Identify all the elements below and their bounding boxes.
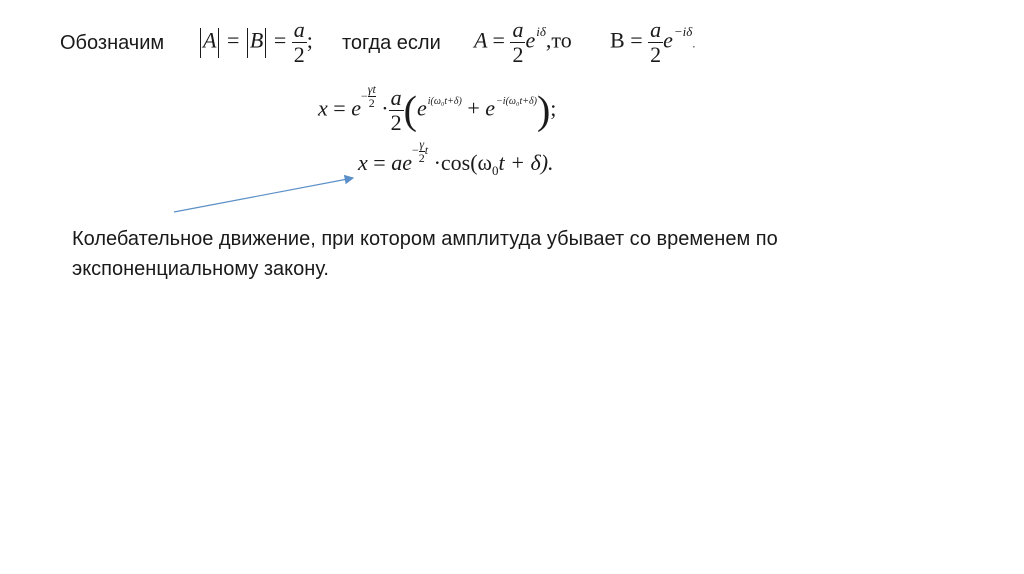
close-paren: ): [536, 87, 551, 133]
frac-num: a: [512, 17, 524, 42]
abs-a: A: [203, 27, 217, 53]
arrow-line: [174, 178, 353, 212]
exponent: iδ: [536, 23, 546, 39]
dot-operator: ·: [381, 95, 389, 121]
equals-sign: =: [333, 95, 346, 121]
frac-den: 2: [368, 96, 375, 111]
frac-den: 2: [390, 110, 402, 135]
exp-base: e: [663, 27, 673, 53]
frac-den: 2: [293, 42, 305, 67]
frac-den: 2: [650, 42, 662, 67]
frac-num: a: [650, 17, 662, 42]
exponent: −i(ω₀t+δ): [496, 95, 537, 107]
frac-num: γt: [367, 82, 376, 97]
label-oboznachim: Обозначим: [60, 32, 165, 54]
open-paren: (: [403, 87, 417, 133]
exp-base: e: [525, 27, 536, 53]
cos-text: cos(ω: [440, 150, 493, 175]
equals-sign: =: [226, 27, 240, 53]
frac-den: 2: [512, 42, 524, 67]
x-lhs: x: [358, 150, 368, 175]
frac-den: 2: [418, 150, 425, 165]
exp-minus: −: [411, 143, 419, 157]
equals-sign: =: [492, 27, 505, 53]
ae-term: ae: [391, 150, 412, 175]
caption: [72, 224, 778, 284]
exp-base: e: [416, 95, 427, 121]
connector-to: ,то: [545, 27, 572, 53]
abs-b: B: [249, 27, 264, 53]
exp-base: e: [351, 95, 361, 121]
semicolon: ;: [550, 95, 557, 121]
equals-sign: =: [273, 27, 287, 53]
text-togda-esli: тогда если: [342, 32, 441, 54]
b-lhs: B: [610, 27, 625, 53]
caption-line-1: Колебательное движение, при котором амплитуда убывает со временем по: [72, 228, 778, 250]
caption-line-2: экспоненциальному закону.: [72, 258, 329, 280]
plus-sign: +: [467, 95, 480, 121]
frac-num: a: [390, 85, 402, 110]
cos-rest: t + δ).: [498, 150, 554, 175]
x-lhs: x: [318, 95, 328, 121]
subscript-zero: 0: [492, 163, 499, 178]
exp-base: e: [485, 95, 496, 121]
equals-sign: =: [373, 150, 386, 175]
semicolon: ;: [306, 27, 313, 53]
exponent: −iδ: [673, 23, 693, 39]
exponent: i(ω₀t+δ): [427, 95, 462, 107]
exp-t: t: [424, 143, 429, 157]
frac-num: a: [293, 17, 305, 42]
frac-num: γ: [419, 136, 425, 151]
equals-sign: =: [630, 27, 643, 53]
period: .: [692, 36, 696, 51]
exp-minus: −: [360, 88, 368, 103]
dot-operator: ·: [433, 150, 441, 175]
a-lhs: A: [474, 27, 488, 53]
